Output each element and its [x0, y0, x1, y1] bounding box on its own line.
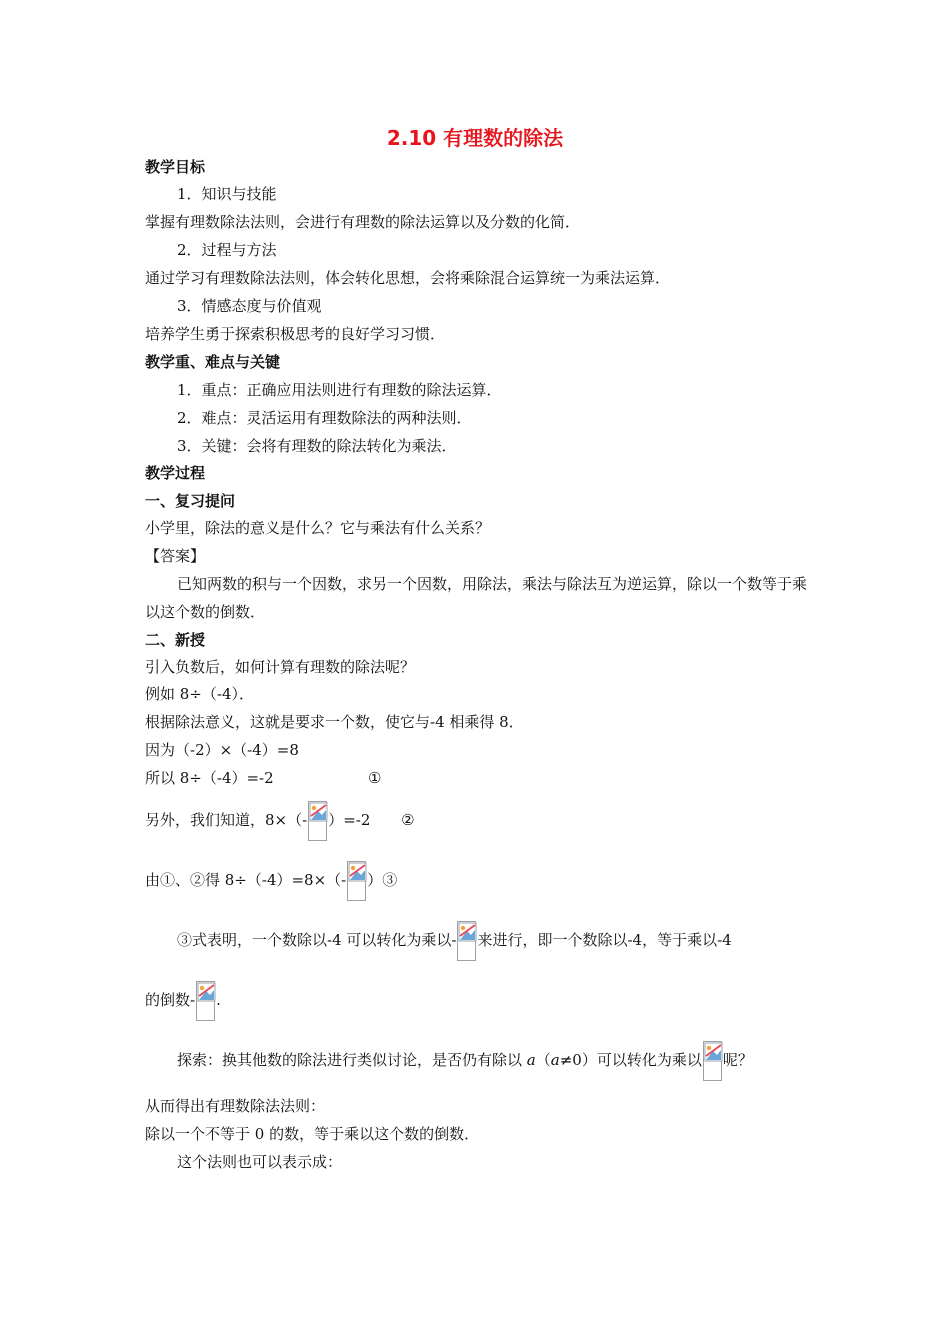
explore-text-c: ≠0）可以转化为乘以	[559, 1051, 702, 1069]
reciprocal-line	[145, 978, 221, 1022]
because: 因为（-2）×（-4）=8	[145, 741, 299, 759]
variable-a: a	[526, 1051, 536, 1069]
broken-image-icon	[347, 861, 366, 901]
key-heading: 教学重、难点与关键	[145, 353, 281, 371]
goal1-text: 掌握有理数除法法则，会进行有理数的除法运算以及分数的化简．	[145, 213, 581, 231]
reciprocal-text-b: .	[216, 991, 221, 1009]
from-line	[145, 858, 397, 902]
rule-text: 除以一个不等于 0 的数，等于乘以这个数的倒数．	[145, 1125, 480, 1143]
goal2-text: 通过学习有理数除法法则，体会转化思想，会将乘除混合运算统一为乘法运算．	[145, 269, 671, 287]
from-text-b: ）③	[367, 871, 398, 889]
so-line	[145, 768, 382, 788]
explore-line	[177, 1038, 753, 1082]
reciprocal-text-a: 的倒数-	[145, 991, 196, 1009]
broken-image-icon	[703, 1041, 722, 1081]
also-text-b: ）=-2	[328, 811, 371, 829]
explore-text-d: 呢？	[722, 1051, 753, 1069]
goal2-label: 2．过程与方法	[177, 241, 277, 259]
meaning: 根据除法意义，这就是要求一个数，使它与-4 相乘得 8．	[145, 713, 524, 731]
goals-heading: 教学目标	[145, 158, 206, 176]
key-point: 1．重点：正确应用法则进行有理数的除法运算．	[177, 381, 502, 399]
page-title: 2.10 有理数的除法	[386, 126, 564, 150]
difficult-point: 2．难点：灵活运用有理数除法的两种法则．	[177, 409, 472, 427]
review-heading: 一、复习提问	[145, 492, 236, 510]
also-line	[145, 798, 415, 842]
from-text-a: 由①、②得 8÷（-4）=8×（-	[145, 871, 347, 889]
goal1-label: 1．知识与技能	[177, 185, 277, 203]
eq3-line	[177, 918, 732, 962]
rule-express: 这个法则也可以表示成：	[177, 1153, 343, 1171]
goal3-text: 培养学生勇于探索积极思考的良好学习习惯．	[145, 325, 446, 343]
eq3-text-b: 来进行，即一个数除以-4，等于乘以-4	[477, 931, 732, 949]
variable-a: a	[550, 1051, 560, 1069]
explore-text-b: （	[535, 1051, 551, 1069]
explore-text-a: 探索：换其他数的除法进行类似讨论，是否仍有除以	[177, 1051, 527, 1069]
also-text-a: 另外，我们知道，8×（-	[145, 811, 308, 829]
goal3-label: 3．情感态度与价值观	[177, 297, 322, 315]
review-question: 小学里，除法的意义是什么？它与乘法有什么关系？	[145, 519, 491, 537]
broken-image-icon	[308, 801, 327, 841]
process-heading: 教学过程	[145, 464, 206, 482]
broken-image-icon	[457, 921, 476, 961]
equation-mark-1: ①	[368, 769, 382, 787]
rule-intro: 从而得出有理数除法法则：	[145, 1097, 326, 1115]
answer-label: 【答案】	[145, 547, 206, 565]
example: 例如 8÷（-4）．	[145, 685, 254, 703]
new-question: 引入负数后，如何计算有理数的除法呢？	[145, 658, 416, 676]
broken-image-icon	[196, 981, 215, 1021]
equation-mark-2: ②	[401, 811, 415, 829]
eq3-text-a: ③式表明，一个数除以-4 可以转化为乘以-	[177, 931, 457, 949]
new-heading: 二、新授	[145, 631, 206, 649]
answer-text: 已知两数的积与一个因数，求另一个因数，用除法，乘法与除法互为逆运算，除以一个数等于乘以这个数的倒数．	[145, 575, 808, 621]
critical-point: 3．关键：会将有理数的除法转化为乘法．	[177, 437, 457, 455]
so-text: 所以 8÷（-4）=-2	[145, 769, 274, 787]
